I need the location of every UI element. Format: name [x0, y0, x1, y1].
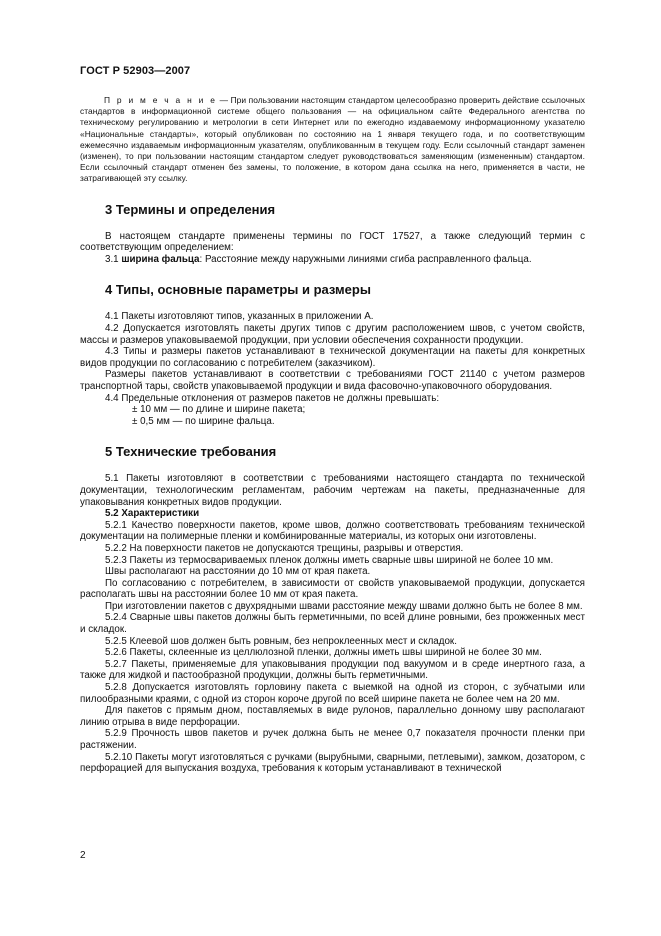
paragraph-5-2-9: 5.2.9 Прочность швов пакетов и ручек должна быть не менее 0,7 показателя прочности пленки при растяжении. — [80, 728, 585, 751]
note-paragraph — [80, 95, 585, 185]
paragraph-4-3: 4.3 Типы и размеры пакетов устанавливают в технической документации на пакеты для конкретных видов продукции по согласованию с потребителем (заказчиком). — [80, 346, 585, 369]
page-number: 2 — [80, 850, 86, 861]
paragraph-5-2-3-seams: Швы располагают на расстоянии до 10 мм от края пакета. — [105, 566, 371, 578]
tolerance-length-width: ± 10 мм — по длине и ширине пакета; — [132, 404, 306, 416]
paragraph-4-1: 4.1 Пакеты изготовляют типов, указанных в приложении А. — [105, 311, 374, 323]
note-lead: П р и м е ч а н и е — [104, 95, 218, 105]
section-3-intro: В настоящем стандарте применены термины по ГОСТ 17527, а также следующий термин с соответствующим определением: — [80, 230, 585, 254]
paragraph-5-2-4: 5.2.4 Сварные швы пакетов должны быть герметичными, по всей длине ровными, без прожженных мест и складок. — [80, 612, 585, 636]
paragraph-5-2-8-rolls: Для пакетов с прямым дном, поставляемых в виде рулонов, параллельно донному шву располагают линию отрыва в виде перфорации. — [80, 705, 585, 728]
paragraph-5-2-3-double-seams: При изготовлении пакетов с двухрядными швами расстояние между швами должно быть не более 8 мм. — [105, 600, 583, 612]
paragraph-5-2-1: 5.2.1 Качество поверхности пакетов, кроме швов, должно соответствовать требованиям технической документации на полимерные пленки и комбинированные материалы, из которых они изготовлены. — [80, 519, 585, 543]
subsection-5-2-title: 5.2 Характеристики — [105, 508, 200, 520]
paragraph-4-4: 4.4 Предельные отклонения от размеров пакетов не должны превышать: — [105, 392, 440, 404]
paragraph-4-3-sizes: Размеры пакетов устанавливают в соответствии с требованиями ГОСТ 21140 с учетом размеров транспортной тары, свойств упаковываемой продукции и вида фасовочно-упаковочного оборудования. — [80, 369, 585, 392]
paragraph-5-2-3-agreement: По согласованию с потребителем, в зависимости от свойств упаковываемой продукции, допускается располагать швы на расстоянии более 10 мм от края пакета. — [80, 577, 585, 601]
paragraph-5-2-10: 5.2.10 Пакеты могут изготовляться с ручками (вырубными, сварными, петлевыми), замком, дозатором, с перфорацией для выпускания воздуха, требования к которым устанавливают в технической — [80, 751, 585, 775]
note-text: — При пользовании настоящим стандартом целесообразно проверить действие ссылочных стандартов в информационной системе общего пользования — на официальном сайте Федерального агентства по техническому регулированию и метрологии в сети Интернет или по ежегодно издаваемому информационному указателю «Национальные стандарты», который опубликован по состоянию на 1 января текущего года, и по соответствующим ежемесячно издаваемым информационным указателям, опубликованным в текущем году. Если ссылочный стандарт заменен (изменен), то при пользовании настоящим стандартом следует руководствоваться заменяющим (измененным) стандартом. Если ссылочный стандарт отменен без замены, то положение, в котором дана ссылка на него, применяется в части, не затрагивающей эту ссылку. — [80, 95, 586, 184]
paragraph-5-2-5: 5.2.5 Клеевой шов должен быть ровным, без непроклеенных мест и складок. — [105, 635, 457, 647]
term-number: 3.1 — [105, 253, 122, 265]
term-definition — [80, 254, 585, 266]
section-3-title: 3 Термины и определения — [105, 201, 276, 217]
paragraph-5-2-3: 5.2.3 Пакеты из термосвариваемых пленок должны иметь сварные швы шириной не более 10 мм. — [105, 554, 554, 566]
paragraph-5-1: 5.1 Пакеты изготовляют в соответствии с требованиями настоящего стандарта по технической документации, технологическим регламентам, рабочим чертежам на пакеты, предназначенные для упаковывания конкретных видов продукции. — [80, 473, 585, 508]
document-body — [80, 95, 585, 775]
term-name: ширина фальца — [121, 253, 200, 265]
tolerance-fold-width: ± 0,5 мм — по ширине фальца. — [132, 415, 275, 427]
section-4-title: 4 Типы, основные параметры и размеры — [105, 282, 371, 298]
term-definition-text: : Расстояние между наружными линиями сгиба расправленного фальца. — [199, 253, 532, 265]
paragraph-5-2-7: 5.2.7 Пакеты, применяемые для упаковывания продукции под вакуумом и в среде инертного газа, а также для жидкой и пастообразной продукции, должны быть герметичными. — [80, 658, 585, 682]
document-header: ГОСТ Р 52903—2007 — [80, 65, 191, 77]
paragraph-4-2: 4.2 Допускается изготовлять пакеты других типов с другим расположением швов, с учетом свойств, массы и размеров упаковываемой продукции, при условии обеспечения сохранности продукции. — [80, 323, 585, 346]
paragraph-5-2-8: 5.2.8 Допускается изготовлять горловину пакета с выемкой на одной из сторон, с зубчатыми или пилообразными краями, с одной из сторон короче другой по всей ширине пакета не более чем на 20 мм. — [80, 682, 585, 705]
section-5-title: 5 Технические требования — [105, 444, 277, 460]
paragraph-5-2-2: 5.2.2 На поверхности пакетов не допускаются трещины, разрывы и отверстия. — [105, 542, 464, 554]
paragraph-5-2-6: 5.2.6 Пакеты, склеенные из целлюлозной пленки, должны иметь швы шириной не более 30 мм. — [105, 647, 542, 659]
